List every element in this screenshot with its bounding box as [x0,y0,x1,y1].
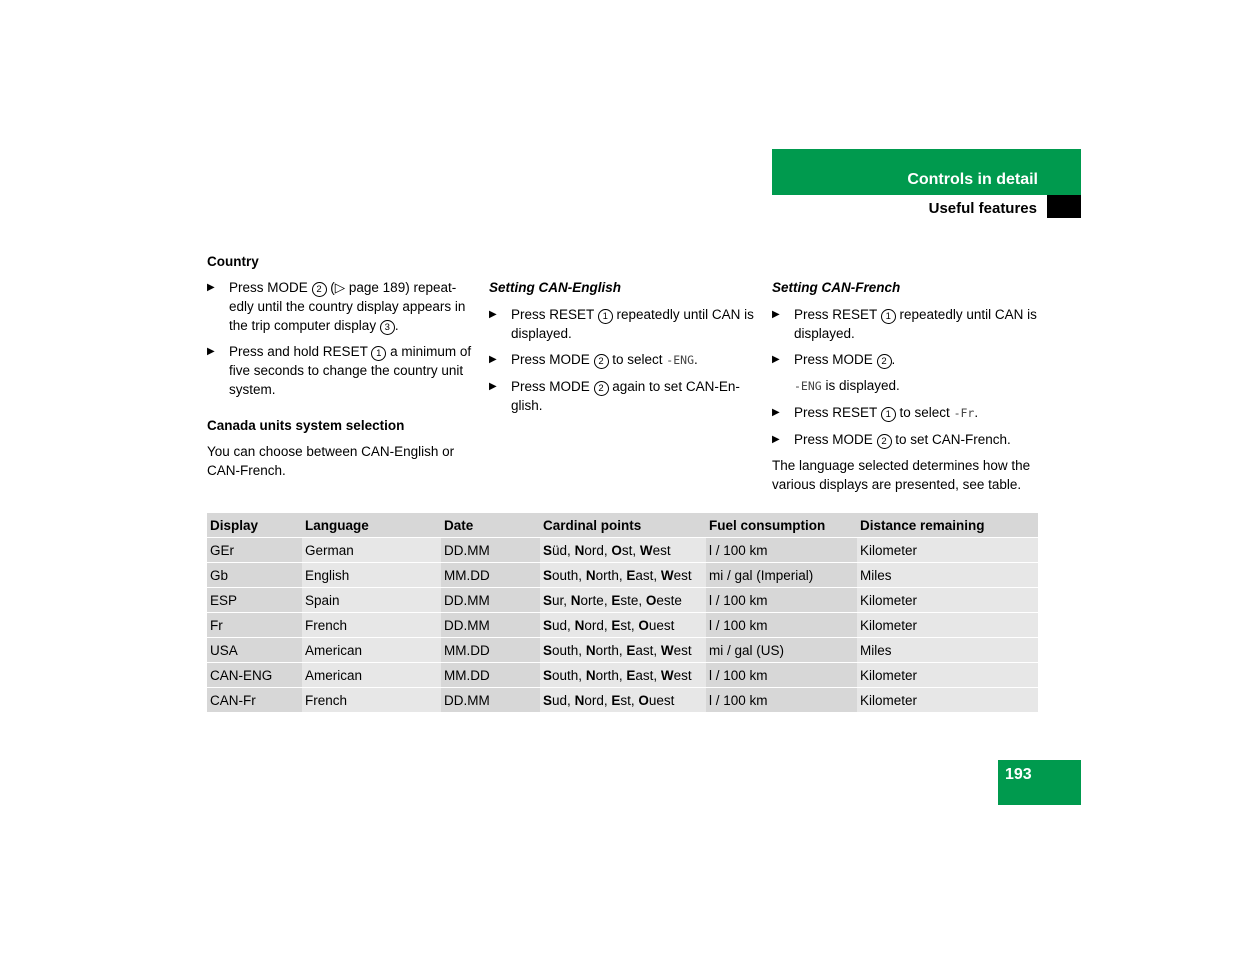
callout-number-icon: 1 [371,346,386,361]
arrow-bullet-icon: ▶ [207,282,215,293]
table-row [207,663,1038,688]
table-cell: Sur, Norte, Este, Oeste [540,588,706,613]
step-item: ▶ Press MODE 2 . [772,352,896,367]
callout-number-icon: 1 [881,309,896,324]
column-country [207,252,472,487]
callout-number-icon: 2 [877,354,892,369]
arrow-bullet-icon: ▶ [489,381,497,392]
page-number: 193 [1005,766,1032,783]
table-cell: DD.MM [441,538,540,563]
table-cell: l / 100 km [706,688,857,713]
table-row [207,688,1038,713]
table-cell: Sud, Nord, Est, Ouest [540,688,706,713]
step-item: ▶ Press RESET 1 repeatedly until CAN is displayed. [489,307,754,341]
table-cell: mi / gal (US) [706,638,857,663]
callout-number-icon: 2 [594,381,609,396]
table-cell: l / 100 km [706,538,857,563]
table-cell: DD.MM [441,588,540,613]
table-row [207,538,1038,563]
column-can-french [772,278,1037,501]
table-cell: German [302,538,441,563]
table-cell: CAN-ENG [207,663,302,688]
display-code: -Fr [953,406,975,420]
table-cell: South, North, East, West [540,563,706,588]
heading-can-french: Setting CAN-French [772,280,901,295]
table-cell: Süd, Nord, Ost, West [540,538,706,563]
table-cell: USA [207,638,302,663]
table-cell: DD.MM [441,613,540,638]
table-cell: l / 100 km [706,663,857,688]
callout-number-icon: 2 [877,434,892,449]
table-cell: Kilometer [857,688,1038,713]
arrow-bullet-icon: ▶ [772,354,780,365]
table-cell: Sud, Nord, Est, Ouest [540,613,706,638]
table-cell: l / 100 km [706,613,857,638]
step-item: ▶ Press MODE 2 to set CAN-French. [772,432,1011,447]
table-cell: l / 100 km [706,588,857,613]
table-cell: Kilometer [857,663,1038,688]
table-cell: Gb [207,563,302,588]
display-code: -ENG [666,353,694,367]
heading-country: Country [207,254,259,269]
table-cell: MM.DD [441,663,540,688]
header-display: Display [207,513,302,538]
step-item: ▶ Press MODE 2 (▷ page 189) repeat-edly until the country display appears in the trip computer display 3 . [207,280,466,333]
header-date: Date [441,513,540,538]
table-cell: Miles [857,563,1038,588]
callout-number-icon: 1 [598,309,613,324]
arrow-bullet-icon: ▶ [489,354,497,365]
table-cell: DD.MM [441,688,540,713]
table-cell: GEr [207,538,302,563]
table-cell: MM.DD [441,563,540,588]
display-note: -ENG is displayed. [794,378,900,393]
table-cell: Spain [302,588,441,613]
table-cell: CAN-Fr [207,688,302,713]
callout-number-icon: 3 [380,320,395,335]
language-note: The language selected determines how the various displays are presented, see table. [772,458,1031,492]
step-item: ▶ Press RESET 1 repeatedly until CAN is displayed. [772,307,1037,341]
section-subtitle: Useful features [928,200,1037,217]
table-cell: Kilometer [857,538,1038,563]
table-cell: South, North, East, West [540,638,706,663]
step-item: ▶ Press MODE 2 again to set CAN-En-glish. [489,379,740,413]
arrow-bullet-icon: ▶ [772,309,780,320]
table-cell: French [302,613,441,638]
table-cell: mi / gal (Imperial) [706,563,857,588]
section-header-bar [772,149,1081,195]
arrow-bullet-icon: ▶ [207,346,215,357]
table-cell: French [302,688,441,713]
arrow-bullet-icon: ▶ [489,309,497,320]
step-item: ▶ Press and hold RESET 1 a minimum of five seconds to change the country unit system. [207,344,472,397]
country-units-table [207,513,1038,713]
canada-units-text: You can choose between CAN-English or CAN-French. [207,444,455,478]
arrow-bullet-icon: ▶ [772,407,780,418]
table-cell: South, North, East, West [540,663,706,688]
table-cell: Fr [207,613,302,638]
table-cell: American [302,663,441,688]
page-number-box [998,760,1081,805]
table-row [207,588,1038,613]
table-cell: Miles [857,638,1038,663]
callout-number-icon: 1 [881,407,896,422]
step-item: ▶ Press RESET 1 to select -Fr. [772,405,979,420]
display-code: -ENG [794,379,822,393]
heading-can-english: Setting CAN-English [489,280,621,295]
table-cell: American [302,638,441,663]
arrow-bullet-icon: ▶ [772,434,780,445]
table-row [207,563,1038,588]
table-row [207,638,1038,663]
header-distance-remaining: Distance remaining [857,513,1038,538]
callout-number-icon: 2 [594,354,609,369]
table-cell: English [302,563,441,588]
header-language: Language [302,513,441,538]
column-can-english [489,278,754,422]
heading-canada-units: Canada units system selection [207,418,405,433]
subtitle-marker [1047,195,1081,218]
table-cell: Kilometer [857,588,1038,613]
table-header-row [207,513,1038,538]
table-cell: MM.DD [441,638,540,663]
section-title: Controls in detail [907,171,1038,188]
table-cell: Kilometer [857,613,1038,638]
header-fuel-consumption: Fuel consumption [706,513,857,538]
step-item: ▶ Press MODE 2 to select -ENG. [489,352,698,367]
table-row [207,613,1038,638]
table-cell: ESP [207,588,302,613]
callout-number-icon: 2 [312,282,327,297]
header-cardinal-points: Cardinal points [540,513,706,538]
